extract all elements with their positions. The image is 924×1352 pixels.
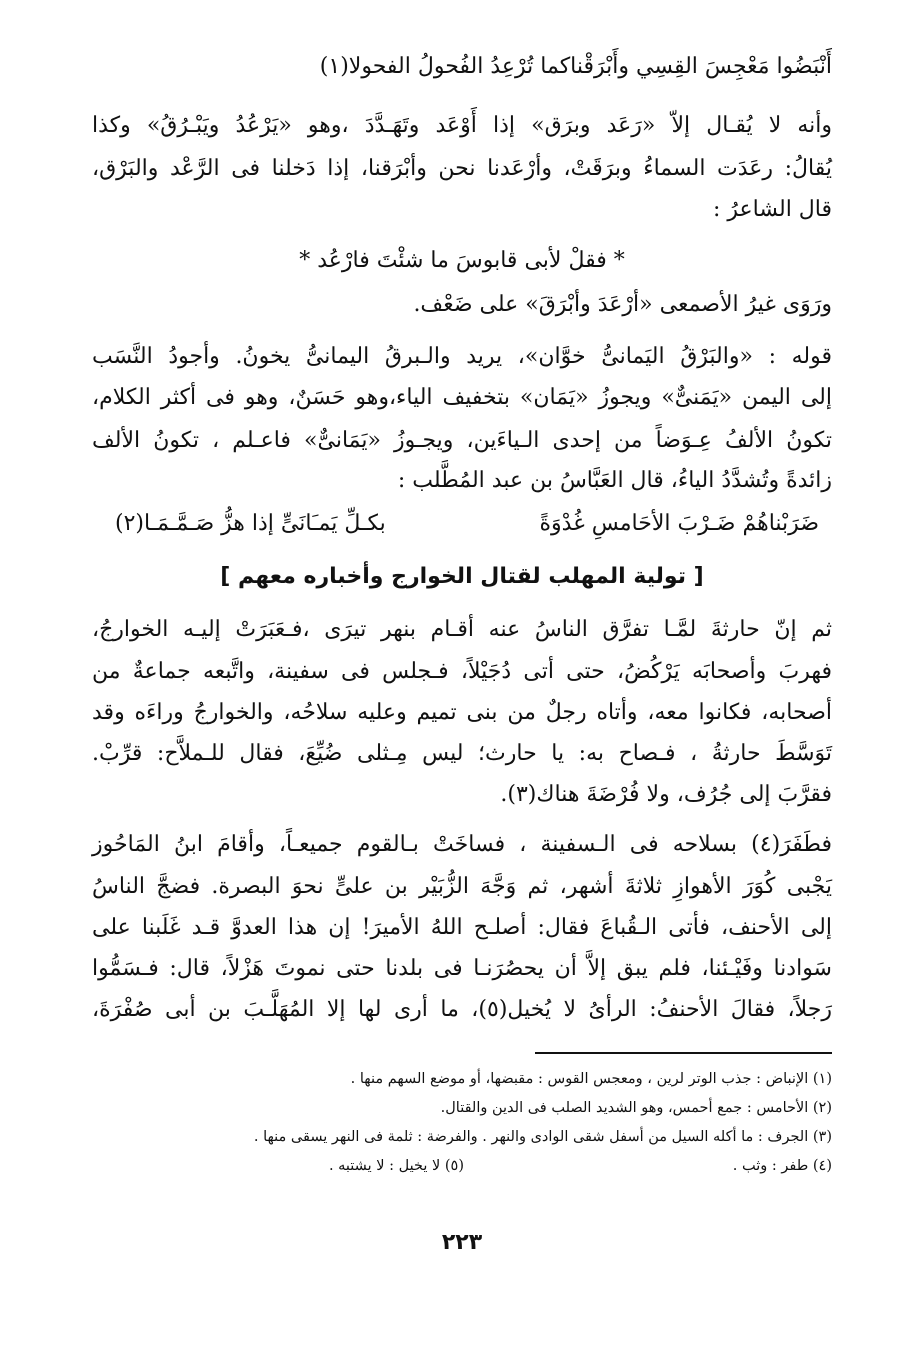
- text-line: تَوَسَّطَ حارثةُ ، فـصاح به: يا حارث؛ ليس مِـثلى ضُيِّعَ، فقال للـملاَّح: قرِّبْ.: [92, 741, 832, 766]
- text-line: يَجْبى كُوَرَ الأهوازِ ثلاثةَ أشهر، ثم وَجَّهَ الزُّبَيْر بن علىٍّ نحوَ البصرة. فضجَّ الناسُ: [92, 874, 832, 899]
- section-heading: [ تولية المهلب لقتال الخوارج وأخباره معهم ]: [220, 564, 704, 589]
- footnote: (٥) لا يخيل : لا يشتبه .: [328, 1158, 464, 1174]
- footnote: (٤) طفر : وثب .: [732, 1158, 832, 1174]
- text-line: فهربَ وأصحابَه يَرْكُضُ، حتى أتى دُجَيْلاً، فـجلس فى سفينة، واتَّبعه جماعةٌ من: [92, 659, 832, 684]
- poem-line: أَنْبَضُوا مَعْجِسَ القِسِي وأَبْرَقْناكما تُرْعِدُ الفُحولُ الفحولا(١): [319, 54, 832, 79]
- text-line: ثم إنّ حارثةَ لمَّـا تفرَّق الناسُ عنه أقـام بنهر تيرَى ،فـعَبَرَتْ إليـه الخوارجُ،: [92, 617, 832, 642]
- quoted-verse: * فقلْ لأبى قابوسَ ما شئْتَ فارْعُد *: [299, 248, 625, 273]
- text-line: سَوادنا وفَيْـئنا، فلم يبق إلاَّ أن يحصُرَنـا فى بلدنا حتى نموتَ هَزْلاً، قال: فـسَمُّوا: [92, 956, 832, 981]
- text-line: إلى اليمن «يَمَنىٌّ» ويجوزُ «يَمَان» بتخفيف الياء،وهو حَسَنٌ، وهو فى أكثر الكلام،: [92, 385, 832, 410]
- text-line: زائدةً وتُشدَّدُ الياءُ، قال العَبَّاسُ بن عبد المُطَّلب :: [397, 468, 832, 493]
- footnote: (١) الإنباض : جذب الوتر لرين ، ومعجس القوس : مقبضها، أو موضع السهم منها .: [350, 1071, 832, 1087]
- text-line: إلى الأحنف، فأتى الـقُباعَ فقال: أصلـح اللهُ الأميرَ! إن هذا العدوَّ قـد غَلَبنا على: [92, 915, 832, 940]
- footnote-divider: [535, 1052, 832, 1054]
- verse-second-hemistich: بكـلِّ يَمـَانَىٍّ إذا هزُّ صَـمَّـمَـا(٢): [115, 511, 386, 536]
- footnote: (٢) الأحامس : جمع أحمس، وهو الشديد الصلب فى الدين والقتال.: [440, 1100, 832, 1116]
- text-line: ورَوَى غيرُ الأصمعى «أرْعَدَ وأبْرَقَ» على ضَعْف.: [413, 292, 832, 317]
- page-number: ٢٢٣: [441, 1230, 483, 1255]
- text-line: قوله : «والبَرْقُ اليَمانىُّ خوَّان»، يريد والـبرقُ اليمانىُّ يخونُ. وأجودُ النَّسَب: [92, 344, 832, 369]
- footnote: (٣) الجرف : ما أكله السيل من أسفل شقى الوادى والنهر . والفرضة : ثلمة فى النهر يسقى منها .: [253, 1129, 832, 1145]
- verse-first-hemistich: ضَرَبْناهُمْ ضَـرْبَ الأحَامسِ غُدْوَةً: [539, 511, 819, 536]
- text-line: قال الشاعرُ :: [712, 197, 832, 222]
- text-line: وأنه لا يُقـال إلاّ «رَعَد وبرَق» إذا أَوْعَد وتَهَـدَّدَ ،وهو «يَرْعُدُ ويَبْـرُقُ» وكذا: [92, 113, 832, 138]
- text-line: أصحابه، فكانوا معه، وأتاه رجلٌ من بنى تميم وعليه سلاحُه، والخوارجُ وراءَه وقد: [92, 700, 832, 725]
- text-line: فقرَّبَ إلى جُرُف، ولا فُرْضَةَ هناك(٣).: [500, 782, 832, 807]
- text-line: رَجلاً، فقالَ الأحنفُ: الرأىُ لا يُخيل(٥)، ما أرى لها إلا المُهَلَّـبَ بن أبى صُفْرَةَ،: [92, 997, 833, 1022]
- text-line: فطَفَرَ(٤) بسلاحه فى الـسفينة ، فساخَتْ بـالقوم جميعـاً، وأقامَ ابنُ المَاحُوز: [92, 832, 832, 857]
- text-line: يُقالُ: رعَدَت السماءُ وبرَقَتْ، وأرْعَدنا نحن وأبْرَقنا، إذا دَخلنا فى الرَّعْد والبَرْق،: [92, 156, 832, 181]
- text-line: تكونُ الألفُ عِـوَضاً من إحدى الـياءَين، ويجـوزُ «يَمَانىٌّ» فاعـلم ، تكونُ الألف: [92, 428, 832, 453]
